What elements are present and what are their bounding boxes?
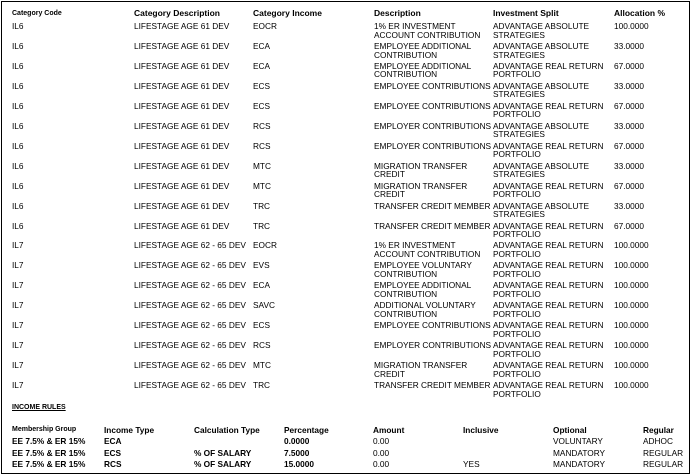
table-row [2,241,689,261]
cell-allocation: 100.0000 [614,21,649,31]
cell-amount: 0.00 [373,436,390,446]
cell-category-code: IL7 [12,340,24,351]
cell-investment-split: ADVANTAGE REAL RETURN PORTFOLIO [493,220,604,240]
cell-investment-split: ADVANTAGE REAL RETURN PORTFOLIO [493,280,604,299]
cell-investment-split: ADVANTAGE ABSOLUTE STRATEGIES [493,80,590,100]
cell-category-description: LIFESTAGE AGE 61 DEV [134,120,230,131]
cell-description: EMPLOYER CONTRIBUTIONS [374,340,492,351]
cell-membership-group: EE 7.5% & ER 15% [12,459,86,469]
cell-category-description: LIFESTAGE AGE 62 - 65 DEV [134,320,246,331]
table-row [2,182,689,202]
cell-category-code: IL7 [12,360,24,371]
table-row [2,22,689,42]
cell-allocation: 33.0000 [614,40,644,51]
cell-investment-split: ADVANTAGE REAL RETURN PORTFOLIO [493,180,604,200]
table-row [2,42,689,62]
cell-category-income: EOCR [253,240,277,251]
cell-regular: ADHOC [643,436,673,446]
header-category-description: Category Description [134,8,220,18]
table-row [2,62,689,82]
table-row [2,361,689,381]
cell-category-code: IL7 [12,320,24,331]
cell-category-income: SAVC [253,300,275,311]
cell-description: TRANSFER CREDIT MEMBER [374,220,491,231]
cell-description: MIGRATION TRANSFER CREDIT [374,160,468,180]
cell-membership-group: EE 7.5% & ER 15% [12,447,86,458]
cell-description: EMPLOYEE CONTRIBUTIONS [374,80,491,91]
cell-description: 1% ER INVESTMENT ACCOUNT CONTRIBUTION [374,240,481,260]
cell-category-income: TRC [253,380,271,391]
cell-category-code: IL7 [12,280,24,291]
cell-investment-split: ADVANTAGE ABSOLUTE STRATEGIES [493,160,590,180]
table-row [2,321,689,341]
cell-category-income: MTC [253,360,271,371]
table-row [2,281,689,301]
cell-amount: 0.00 [373,447,390,458]
cell-category-description: LIFESTAGE AGE 62 - 65 DEV [134,280,246,291]
header-description: Description [374,8,421,18]
cell-regular: REGULAR [643,459,684,469]
report-page [1,1,690,474]
cell-category-income: RCS [253,340,271,351]
cell-category-code: IL6 [12,180,24,191]
cell-description: EMPLOYEE ADDITIONAL CONTRIBUTION [374,40,471,60]
cell-income-type: ECA [104,436,122,446]
table-row [2,82,689,102]
cell-description: MIGRATION TRANSFER CREDIT [374,180,468,200]
cell-allocation: 33.0000 [614,120,644,131]
cell-investment-split: ADVANTAGE ABSOLUTE STRATEGIES [493,21,590,40]
cell-category-code: IL6 [12,120,24,131]
rules-row [2,448,689,459]
income-rules-title: INCOME RULES [12,404,66,411]
cell-investment-split: ADVANTAGE REAL RETURN PORTFOLIO [493,260,604,279]
table-row [2,341,689,361]
cell-category-code: IL6 [12,21,24,31]
cell-allocation: 33.0000 [614,160,644,171]
cell-description: TRANSFER CREDIT MEMBER [374,380,491,391]
cell-calculation-type: % OF SALARY [194,447,252,458]
cell-allocation: 100.0000 [614,320,649,331]
rules-header-calculation-type: Calculation Type [194,425,260,435]
cell-category-income: RCS [253,140,271,151]
cell-allocation: 67.0000 [614,140,644,151]
cell-investment-split: ADVANTAGE ABSOLUTE STRATEGIES [493,200,590,220]
cell-description: EMPLOYEE CONTRIBUTIONS [374,100,491,111]
cell-category-code: IL6 [12,80,24,91]
table-row [2,301,689,321]
cell-optional: MANDATORY [553,459,606,469]
cell-category-income: EOCR [253,21,277,31]
header-investment-split: Investment Split [493,8,559,18]
cell-category-description: LIFESTAGE AGE 61 DEV [134,100,230,111]
header-category-income: Category Income [253,8,322,18]
cell-category-code: IL6 [12,200,24,211]
cell-optional: MANDATORY [553,447,606,458]
cell-allocation: 100.0000 [614,240,649,251]
cell-category-description: LIFESTAGE AGE 61 DEV [134,21,230,31]
cell-category-income: TRC [253,200,271,211]
cell-regular: REGULAR [643,447,684,458]
cell-category-description: LIFESTAGE AGE 62 - 65 DEV [134,340,246,351]
table-row [2,102,689,122]
cell-investment-split: ADVANTAGE ABSOLUTE STRATEGIES [493,120,590,140]
cell-category-code: IL6 [12,100,24,111]
cell-income-type: RCS [104,459,122,469]
cell-investment-split: ADVANTAGE REAL RETURN PORTFOLIO [493,300,604,319]
cell-investment-split: ADVANTAGE REAL RETURN PORTFOLIO [493,240,604,260]
cell-category-income: ECA [253,60,271,71]
rules-row [2,459,689,470]
rules-header-inclusive: Inclusive [463,425,499,435]
cell-category-description: LIFESTAGE AGE 62 - 65 DEV [134,360,246,371]
cell-category-description: LIFESTAGE AGE 61 DEV [134,200,230,211]
cell-allocation: 100.0000 [614,340,649,351]
cell-description: 1% ER INVESTMENT ACCOUNT CONTRIBUTION [374,21,481,40]
table-row [2,202,689,222]
rules-header-regular: Regular [643,425,674,435]
table-row [2,162,689,182]
rules-header-optional: Optional [553,425,587,435]
cell-category-income: ECA [253,280,271,291]
cell-category-income: TRC [253,220,271,231]
cell-investment-split: ADVANTAGE ABSOLUTE STRATEGIES [493,40,590,60]
cell-description: TRANSFER CREDIT MEMBER [374,200,491,211]
cell-category-code: IL7 [12,260,24,271]
cell-category-description: LIFESTAGE AGE 61 DEV [134,160,230,171]
rules-header-percentage: Percentage [284,425,329,435]
cell-category-code: IL7 [12,300,24,311]
table-row [2,142,689,162]
cell-category-description: LIFESTAGE AGE 61 DEV [134,180,230,191]
cell-income-type: ECS [104,447,122,458]
cell-category-code: IL6 [12,60,24,71]
cell-allocation: 67.0000 [614,180,644,191]
cell-category-code: IL7 [12,380,24,391]
cell-investment-split: ADVANTAGE REAL RETURN PORTFOLIO [493,340,604,359]
cell-description: EMPLOYER CONTRIBUTIONS [374,120,492,131]
cell-calculation-type: % OF SALARY [194,459,252,469]
cell-category-description: LIFESTAGE AGE 61 DEV [134,60,230,71]
header-category-code: Category Code [12,10,62,17]
cell-allocation: 67.0000 [614,220,644,231]
cell-optional: VOLUNTARY [553,436,603,446]
cell-description: EMPLOYEE ADDITIONAL CONTRIBUTION [374,60,471,80]
cell-description: MIGRATION TRANSFER CREDIT [374,360,468,379]
cell-category-description: LIFESTAGE AGE 61 DEV [134,220,230,231]
cell-investment-split: ADVANTAGE REAL RETURN PORTFOLIO [493,60,604,80]
table-row [2,381,689,401]
cell-allocation: 100.0000 [614,260,649,271]
cell-category-description: LIFESTAGE AGE 61 DEV [134,40,230,51]
cell-allocation: 33.0000 [614,200,644,211]
cell-allocation: 100.0000 [614,300,649,311]
cell-description: EMPLOYER CONTRIBUTIONS [374,140,492,151]
cell-category-code: IL7 [12,240,24,251]
cell-category-code: IL6 [12,220,24,231]
cell-category-income: ECS [253,320,271,331]
cell-investment-split: ADVANTAGE REAL RETURN PORTFOLIO [493,360,604,379]
cell-percentage: 7.5000 [284,447,310,458]
cell-description: EMPLOYEE CONTRIBUTIONS [374,320,491,331]
cell-percentage: 15.0000 [284,459,314,469]
cell-description: EMPLOYEE VOLUNTARY CONTRIBUTION [374,260,472,279]
cell-category-income: ECS [253,80,271,91]
rules-row [2,436,689,447]
cell-category-income: MTC [253,160,271,171]
cell-category-income: ECS [253,100,271,111]
cell-category-income: MTC [253,180,271,191]
rules-header-amount: Amount [373,425,405,435]
cell-category-description: LIFESTAGE AGE 61 DEV [134,80,230,91]
rules-header-income-type: Income Type [104,425,155,435]
cell-category-code: IL6 [12,40,24,51]
cell-amount: 0.00 [373,459,390,469]
cell-allocation: 100.0000 [614,380,649,391]
cell-category-code: IL6 [12,160,24,171]
cell-allocation: 67.0000 [614,60,644,71]
cell-category-description: LIFESTAGE AGE 62 - 65 DEV [134,260,246,271]
cell-investment-split: ADVANTAGE REAL RETURN PORTFOLIO [493,320,604,339]
cell-inclusive: YES [463,459,480,469]
table-row [2,122,689,142]
cell-allocation: 33.0000 [614,80,644,91]
cell-category-income: EVS [253,260,270,271]
table-row [2,222,689,242]
cell-description: ADDITIONAL VOLUNTARY CONTRIBUTION [374,300,476,319]
cell-membership-group: EE 7.5% & ER 15% [12,436,86,446]
cell-category-income: ECA [253,40,271,51]
cell-investment-split: ADVANTAGE REAL RETURN PORTFOLIO [493,380,604,399]
rules-header-membership-group: Membership Group [12,426,77,433]
cell-category-description: LIFESTAGE AGE 61 DEV [134,140,230,151]
cell-category-code: IL6 [12,140,24,151]
cell-allocation: 67.0000 [614,100,644,111]
cell-allocation: 100.0000 [614,280,649,291]
cell-percentage: 0.0000 [284,436,310,446]
cell-category-description: LIFESTAGE AGE 62 - 65 DEV [134,380,246,391]
cell-investment-split: ADVANTAGE REAL RETURN PORTFOLIO [493,140,604,160]
table-row [2,261,689,281]
cell-description: EMPLOYEE ADDITIONAL CONTRIBUTION [374,280,471,299]
cell-category-description: LIFESTAGE AGE 62 - 65 DEV [134,300,246,311]
header-allocation: Allocation % [614,8,666,18]
cell-investment-split: ADVANTAGE REAL RETURN PORTFOLIO [493,100,604,120]
cell-allocation: 100.0000 [614,360,649,371]
cell-category-income: RCS [253,120,271,131]
cell-category-description: LIFESTAGE AGE 62 - 65 DEV [134,240,246,251]
